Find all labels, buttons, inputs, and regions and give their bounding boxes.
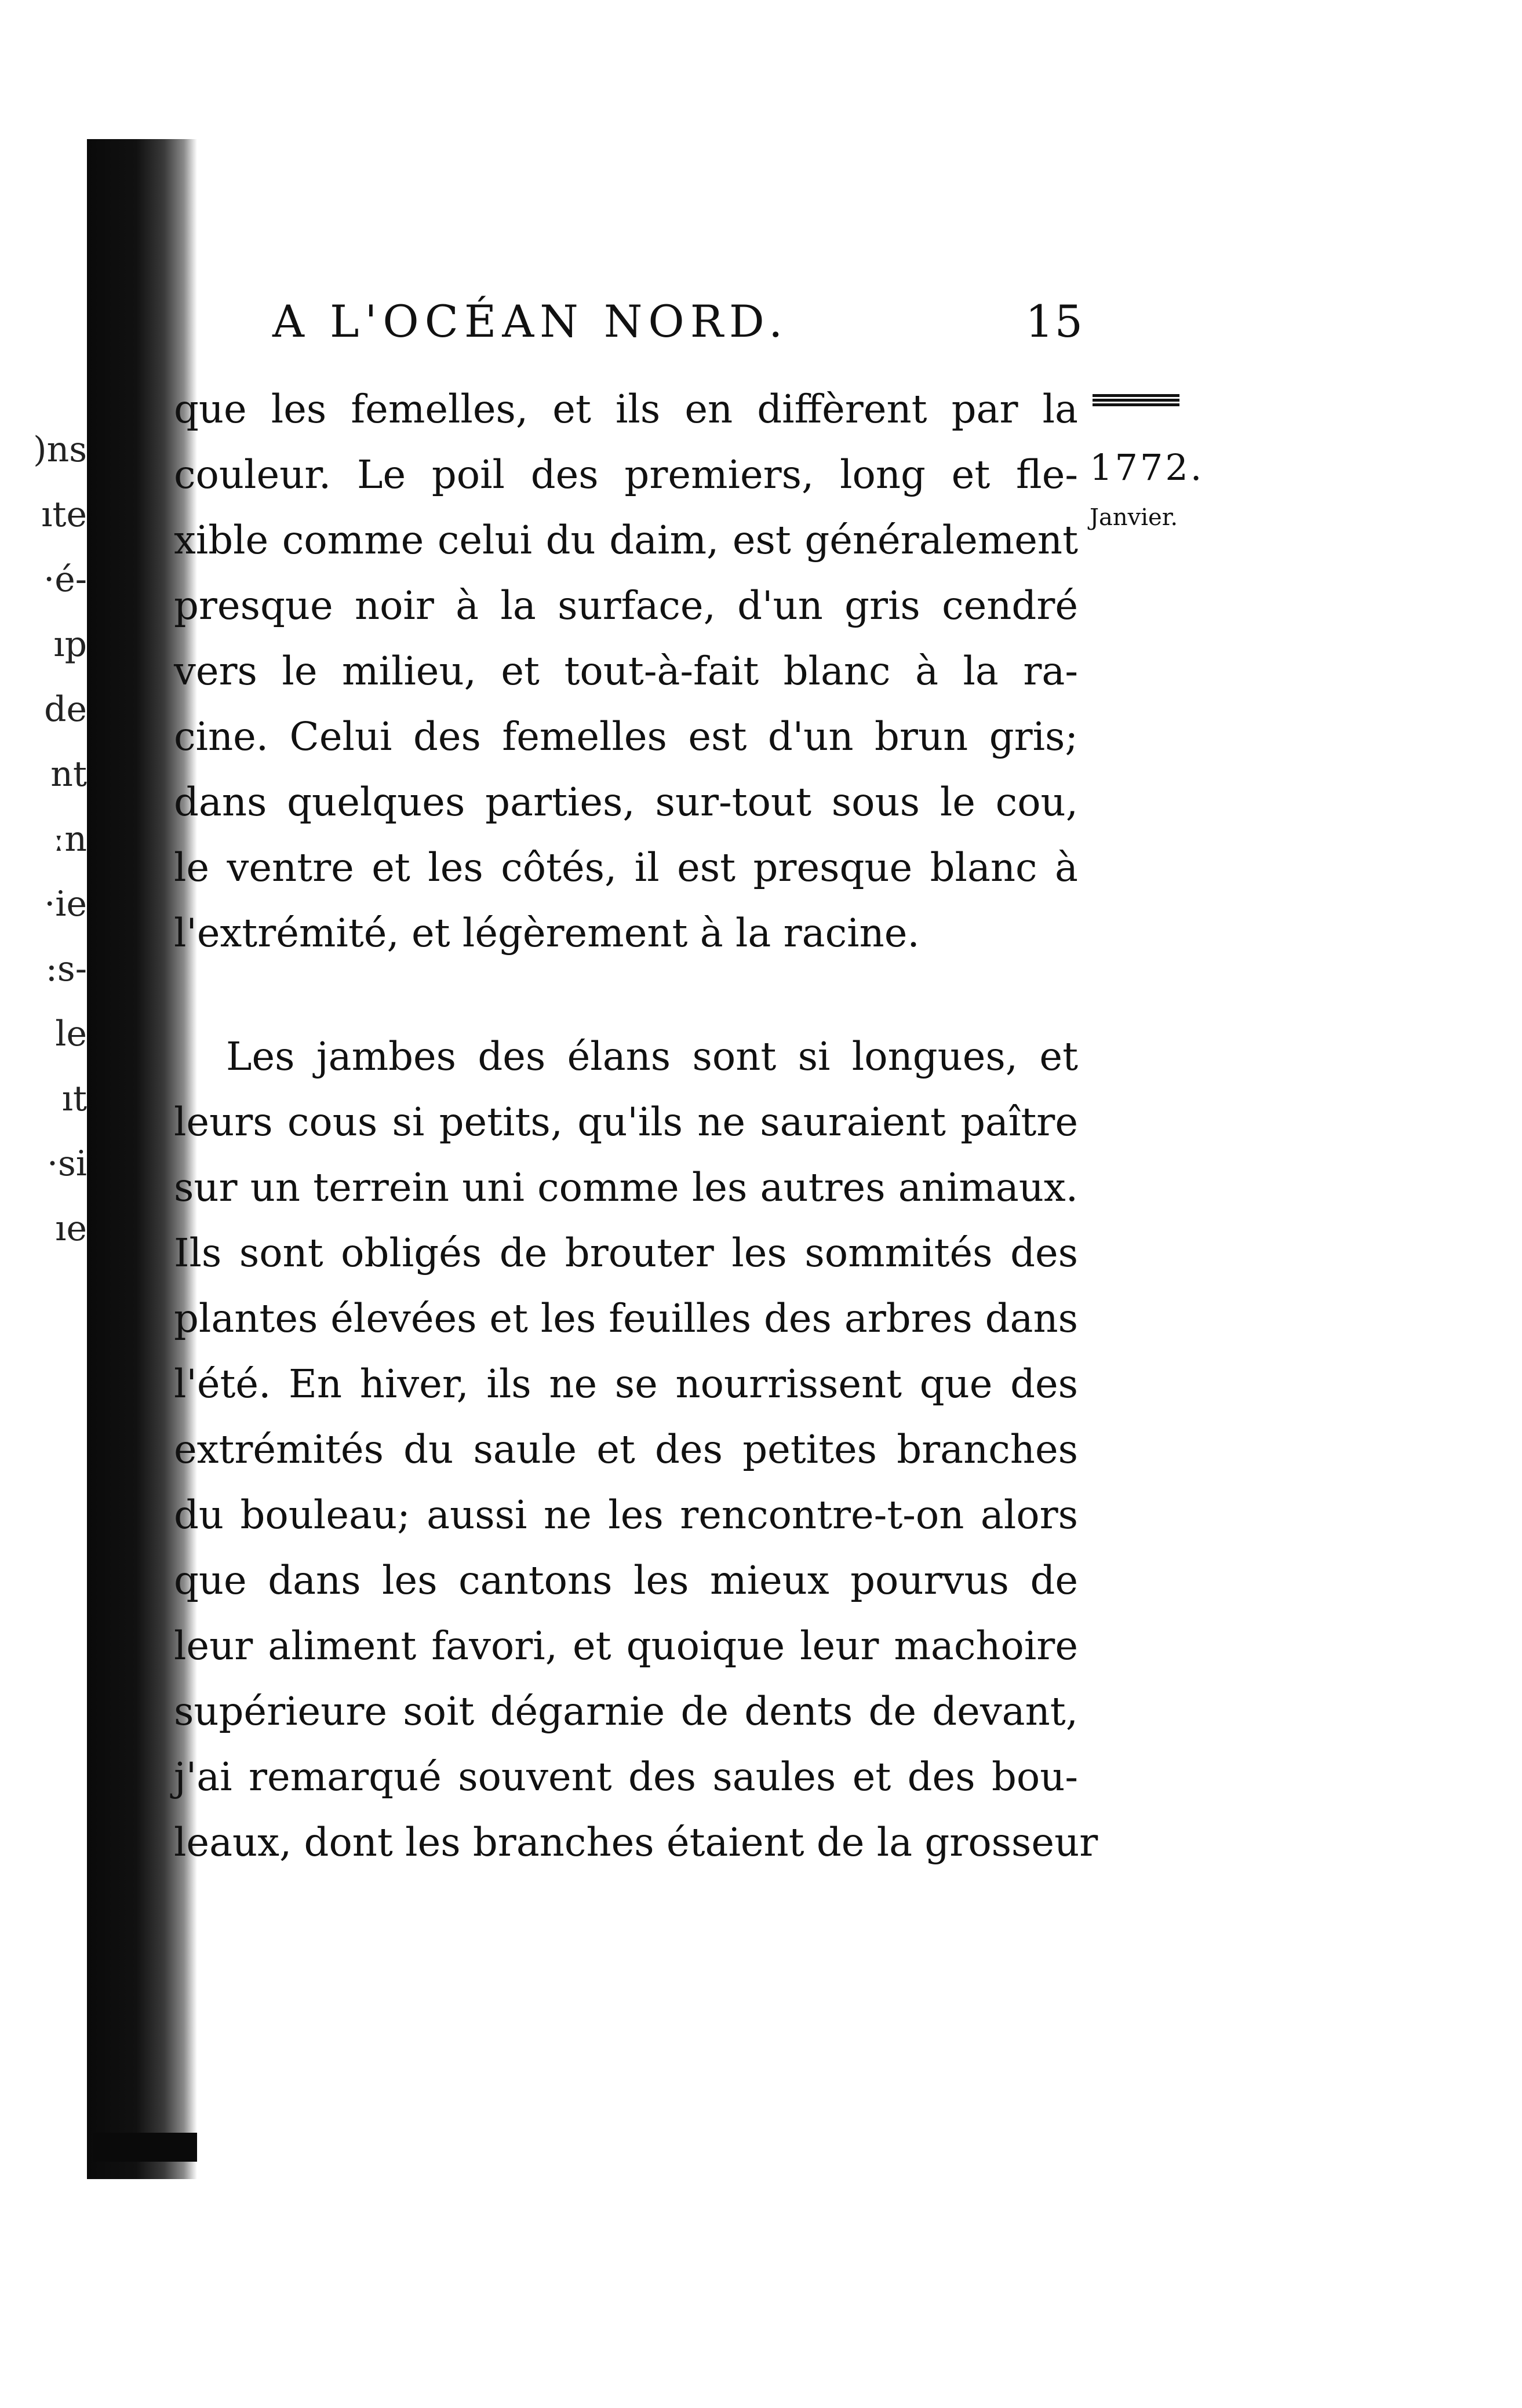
bleed-fragment: ·si [46, 1143, 87, 1184]
bleed-fragment: ıp [53, 624, 87, 665]
page-number: 15 [1025, 296, 1084, 347]
text-line: du bouleau; aussi ne les rencontre-t-on alors [174, 1492, 1078, 1538]
paragraph-2 [174, 1024, 1098, 1875]
bleed-fragment: ıte [41, 494, 87, 535]
text-line: extrémités du saule et des petites branches [174, 1427, 1078, 1472]
bleed-fragment: de [44, 689, 87, 730]
text-line: leurs cous si petits, qu'ils ne sauraient paître [174, 1099, 1078, 1145]
binding-shadow-bar [93, 2133, 197, 2162]
text-line: leaux, dont les branches étaient de la grosseur [174, 1820, 1098, 1865]
paragraph-1 [174, 377, 1078, 966]
text-line: supérieure soit dégarnie de dents de devant, [174, 1689, 1078, 1734]
text-line: couleur. Le poil des premiers, long et fle- [174, 452, 1078, 497]
bleed-fragment: ·ie [44, 884, 87, 924]
body-text [174, 377, 1098, 1875]
text-line: Les jambes des élans sont si longues, et [226, 1034, 1078, 1079]
text-line: que les femelles, et ils en diffèrent par la [174, 387, 1078, 432]
margin-rule [1093, 394, 1179, 407]
bleed-fragment: le [55, 1014, 87, 1054]
text-line: vers le milieu, et tout-à-fait blanc à la ra- [174, 649, 1078, 694]
bleed-fragment: ıt [61, 1079, 87, 1119]
text-line: plantes élevées et les feuilles des arbres dans [174, 1296, 1078, 1341]
bleed-fragment: ·é- [43, 559, 87, 600]
text-line: sur un terrein uni comme les autres animaux. [174, 1165, 1078, 1210]
margin-year: 1772. [1090, 446, 1204, 489]
margin-month: Janvier. [1090, 504, 1178, 531]
text-line: leur aliment favori, et quoique leur machoire [174, 1623, 1078, 1669]
text-line: l'été. En hiver, ils ne se nourrissent que des [174, 1361, 1078, 1407]
text-line: que dans les cantons les mieux pourvus de [174, 1558, 1078, 1603]
bleed-fragment: )ns [33, 429, 87, 470]
text-line: xible comme celui du daim, est généralement [174, 518, 1078, 563]
text-line: le ventre et les côtés, il est presque blanc à [174, 845, 1078, 890]
bleed-fragment: nt [50, 754, 87, 795]
running-title: A L'OCÉAN NORD. [272, 296, 789, 347]
facing-page-bleed [0, 417, 93, 1261]
running-header [272, 296, 1084, 359]
text-line: dans quelques parties, sur-tout sous le cou, [174, 779, 1078, 825]
paragraph-gap [174, 966, 1078, 1024]
bleed-fragment: ıe [55, 1208, 87, 1249]
bleed-fragment: :s- [45, 949, 87, 989]
text-line: j'ai remarqué souvent des saules et des bou- [174, 1754, 1078, 1799]
text-line: cine. Celui des femelles est d'un brun gris; [174, 714, 1078, 759]
bleed-fragment: ːn [53, 819, 87, 859]
text-line: l'extrémité, et légèrement à la racine. [174, 910, 920, 956]
text-line: Ils sont obligés de brouter les sommités des [174, 1230, 1078, 1276]
text-line: presque noir à la surface, d'un gris cendré [174, 583, 1078, 628]
